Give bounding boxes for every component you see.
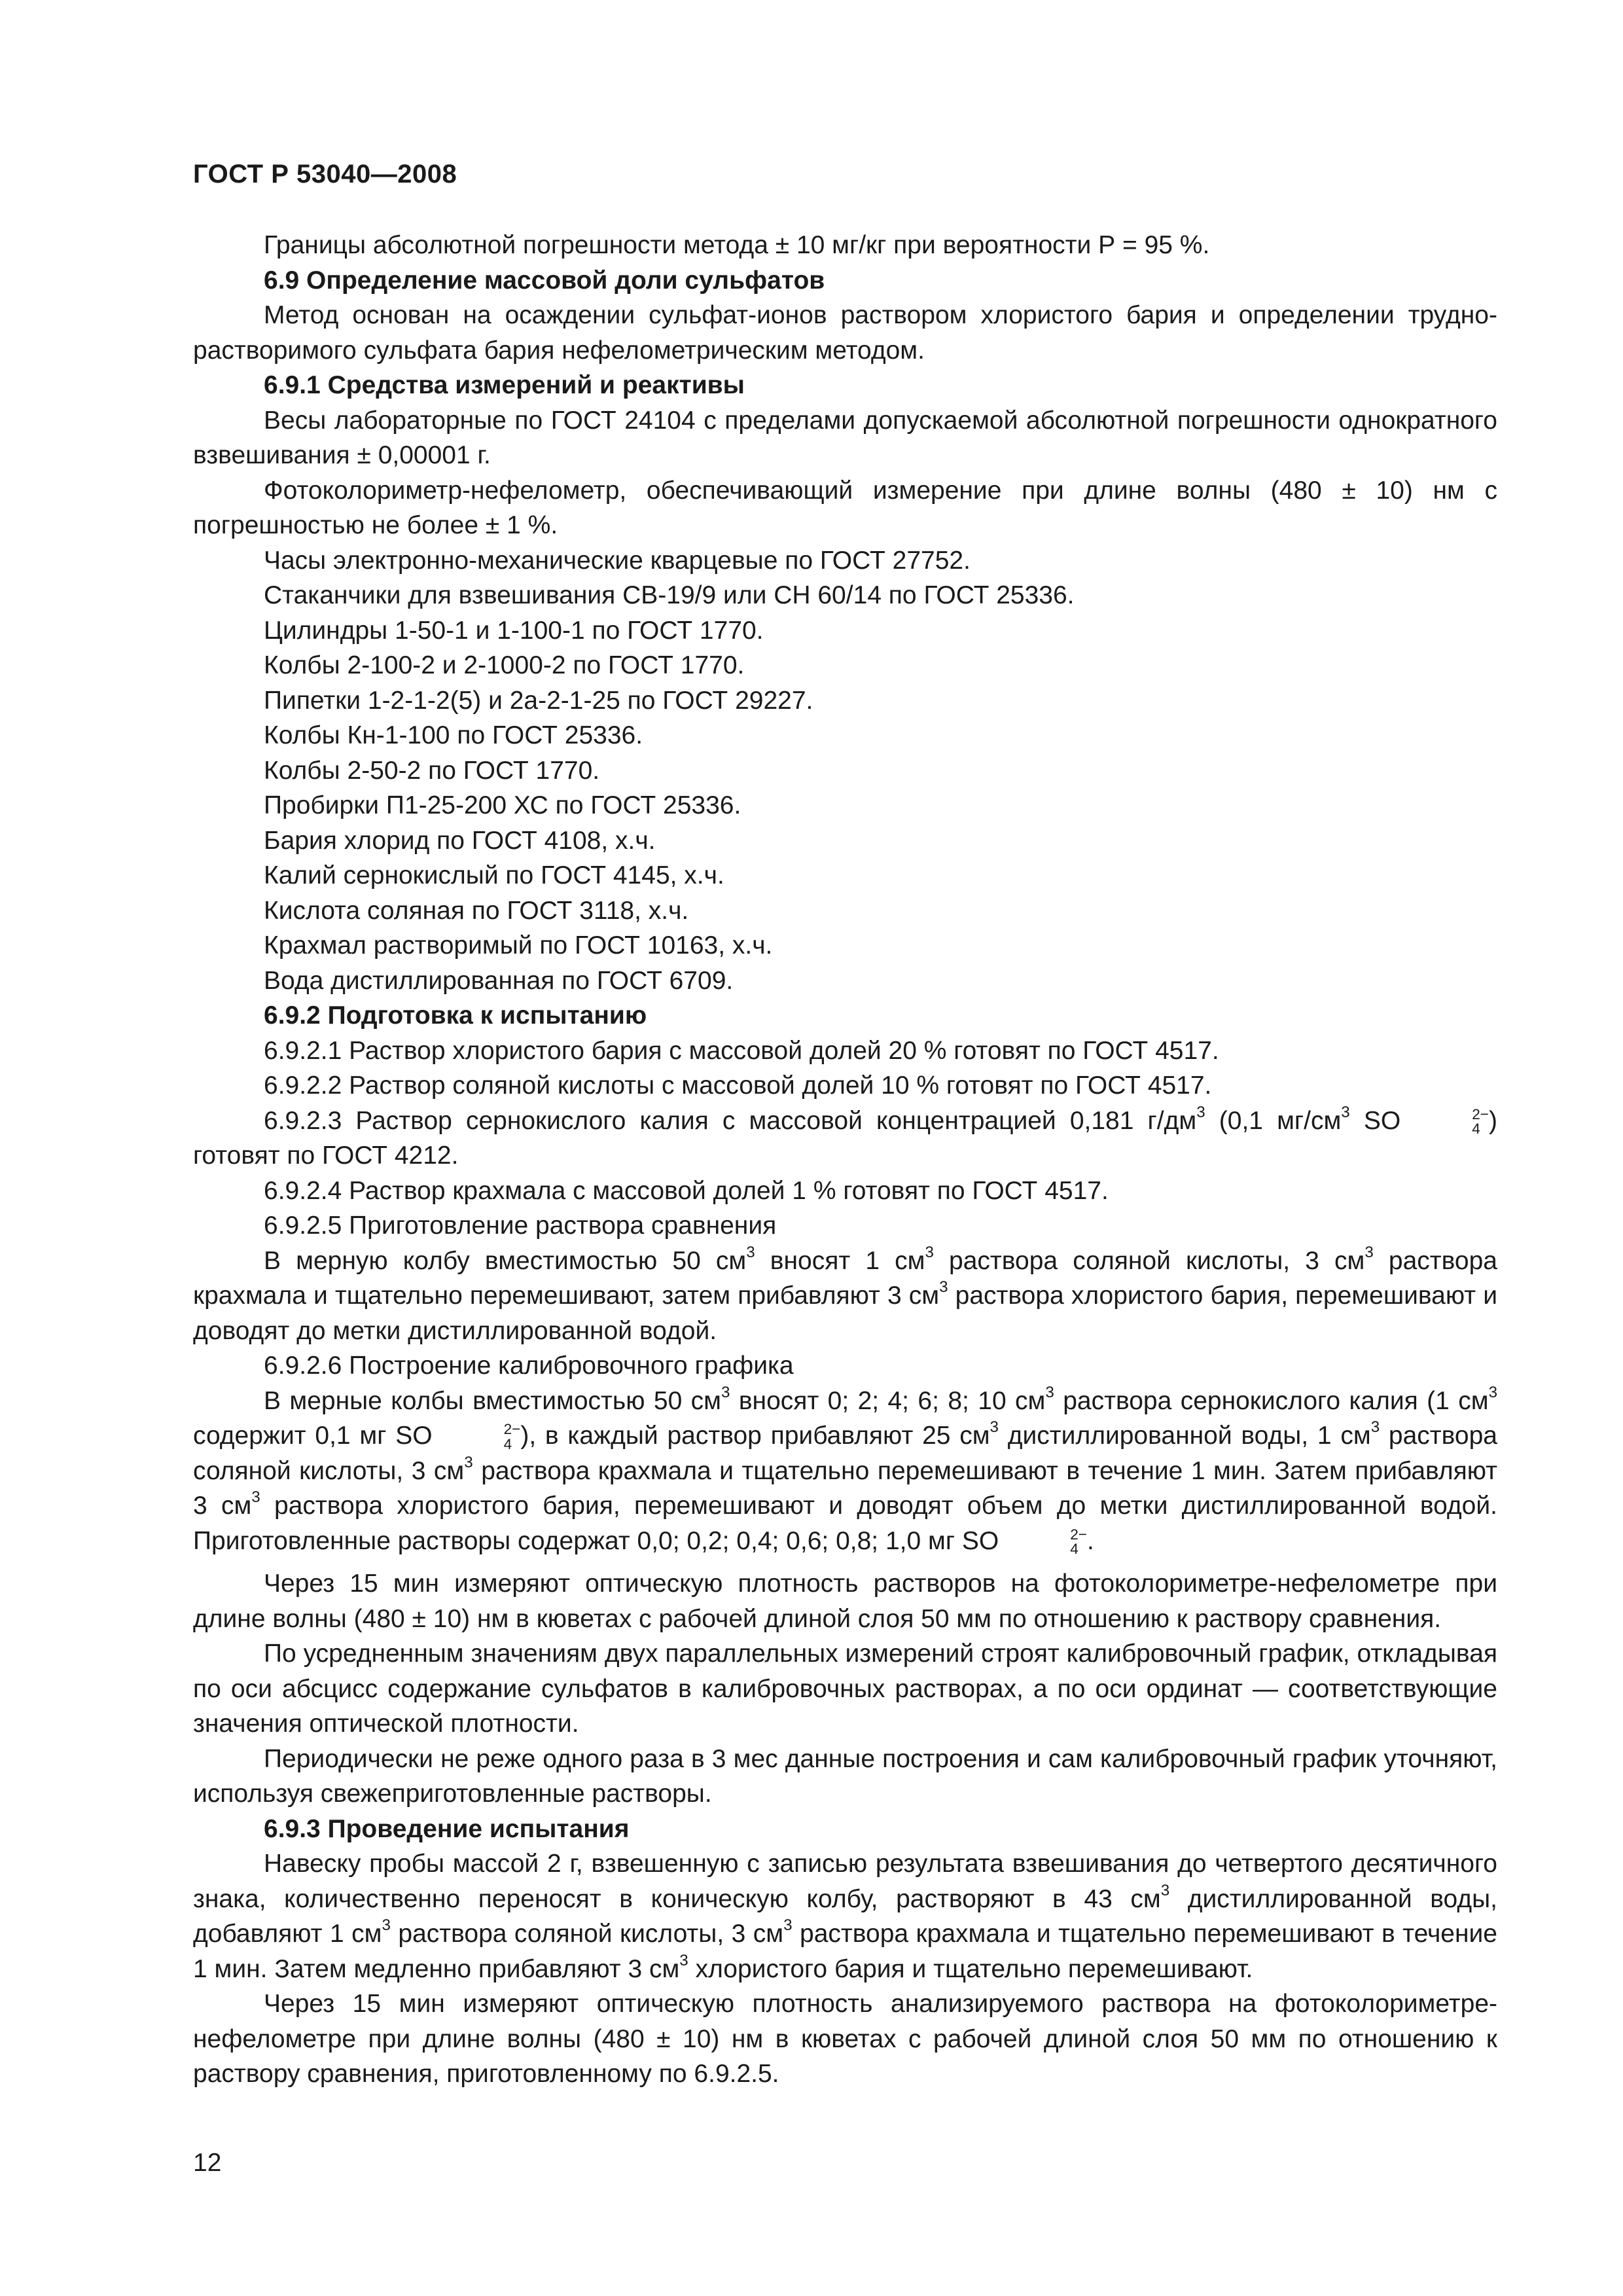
text-run: вносят 0; 2; 4; 6; 8; 10 см (730, 1386, 1046, 1415)
superscript: 3 (925, 1243, 934, 1261)
list-item: Крахмал растворимый по ГОСТ 10163, х.ч. (264, 931, 773, 960)
superscript: 3 (464, 1453, 473, 1471)
list-item: Колбы 2-50-2 по ГОСТ 1770. (264, 756, 600, 785)
paragraph-scales: Весы лабораторные по ГОСТ 24104 с пределами допускаемой абсолютной погрешности однократного взвешивания ± 0,00001 г. (193, 406, 1497, 469)
ion-charge-index (433, 1422, 521, 1452)
document-body (193, 228, 1497, 2092)
ion-base: SO (1349, 1106, 1401, 1135)
superscript: 3 (1488, 1383, 1498, 1401)
superscript: 3 (746, 1243, 755, 1261)
paragraph-calibration-solutions (193, 1384, 1497, 1559)
paragraph-photocolorimeter: Фотоколориметр-нефелометр, обеспечивающий измерение при длине волны (480 ± 10) нм с погрешностью не более ± 1 %. (193, 476, 1497, 539)
ion-index: 4 (503, 1435, 512, 1452)
list-item: Пипетки 1-2-1-2(5) и 2а-2-1-25 по ГОСТ 29227. (264, 686, 813, 715)
text-run: раствора крахмала и тщательно перемешивают в течение 1 мин. Затем медленно прибавляют 3 см (193, 1920, 1497, 1983)
text-run: . (1087, 1526, 1094, 1555)
text-run: содержит 0,1 мг (193, 1422, 387, 1450)
ion-charge: 2− (503, 1421, 521, 1438)
superscript: 3 (990, 1418, 999, 1436)
text-run: раствора хлористого бария, перемешивают и доводят объем до метки дистиллированной водой. Приготовленные растворы содержат 0,0; 0,2; 0,4; 0,6; 0,8; 1,0 мг (193, 1492, 1497, 1555)
text-run: ) готовят по ГОСТ 4212. (193, 1106, 1498, 1170)
paragraph-6-9-2-6: 6.9.2.6 Построение калибровочного графика (264, 1352, 794, 1380)
paragraph-method: Метод основан на осаждении сульфат-ионов раствором хлористого бария и определении трудно-растворимого сульфата бария нефелометрическим методом. (193, 301, 1497, 365)
list-item: Стаканчики для взвешивания СВ-19/9 или СН 60/14 по ГОСТ 25336. (264, 581, 1075, 609)
text-run: В мерную колбу вместимостью 50 см (264, 1246, 747, 1275)
text-run: вносят 1 см (755, 1246, 925, 1275)
paragraph-calibration-graph: По усредненным значениям двух параллельных измерений строят калибровочный график, откладывая по оси абсцисс содержание сульфатов в калибровочных растворах, а по оси ординат — соответствующие значения оптической плотности. (193, 1640, 1497, 1738)
paragraph-optical-density: Через 15 мин измеряют оптическую плотность растворов на фотоколориметре-нефелометре при длине волны (480 ± 10) нм в кюветах с рабочей длиной слоя 50 мм по отношению к раствору сравнения. (193, 1570, 1497, 1633)
ion-charge-index (1401, 1107, 1489, 1137)
text-run: Навеску пробы массой 2 г, взвешенную с записью результата взвешивания до четвертого десятичного знака, количественно переносят в коническую колбу, растворяют в 43 см (193, 1850, 1497, 1913)
superscript: 3 (1341, 1103, 1350, 1121)
text-run: раствора хлористого бария, перемешивают и доводят до метки дистиллированной водой. (193, 1282, 1497, 1345)
sulfate-ion (1349, 1105, 1489, 1138)
superscript: 3 (251, 1488, 260, 1506)
text-run: дистиллированной воды, 1 см (998, 1422, 1371, 1450)
list-item: Колбы Кн-1-100 по ГОСТ 25336. (264, 721, 643, 749)
paragraph-periodic-check: Периодически не реже одного раза в 3 мес данные построения и сам калибровочный график уточняют, используя свежеприготовленные растворы. (193, 1744, 1497, 1808)
superscript: 3 (1160, 1881, 1170, 1899)
ion-base: SO (955, 1526, 999, 1555)
ion-charge: 2− (1472, 1105, 1489, 1122)
section-heading-6-9-2: 6.9.2 Подготовка к испытанию (264, 1001, 647, 1030)
text-run: раствора крахмала и тщательно перемешивают, затем прибавляют 3 см (193, 1246, 1497, 1310)
paragraph-6-9-2-4: 6.9.2.4 Раствор крахмала с массовой долей 1 % готовят по ГОСТ 4517. (264, 1176, 1109, 1205)
paragraph-sample-measurement: Через 15 мин измеряют оптическую плотность анализируемого раствора на фотоколориметре-нефелометре при длине волны (480 ± 10) нм в кюветах с рабочей длиной слоя 50 мм по отношению к раствору сравнения, приготовленному по 6.9.2.5. (193, 1990, 1497, 2088)
superscript: 3 (1196, 1103, 1205, 1121)
section-heading-6-9-3: 6.9.3 Проведение испытания (264, 1814, 630, 1843)
superscript: 3 (679, 1951, 688, 1969)
paragraph-6-9-2-5: 6.9.2.5 Приготовление раствора сравнения (264, 1211, 777, 1240)
text-run: дистиллированной воды, добавляют 1 см (193, 1884, 1498, 1948)
list-item: Бария хлорид по ГОСТ 4108, х.ч. (264, 826, 656, 855)
ion-index: 4 (1070, 1541, 1079, 1558)
text-run: 6.9.2.3 Раствор сернокислого калия с массовой концентрацией 0,181 г/дм (264, 1106, 1197, 1135)
paragraph-6-9-2-3 (193, 1103, 1497, 1174)
text-run: раствора соляной кислоты, 3 см (193, 1422, 1497, 1485)
list-item: Вода дистиллированная по ГОСТ 6709. (264, 966, 734, 995)
superscript: 3 (939, 1278, 948, 1296)
superscript: 3 (1364, 1243, 1374, 1261)
ion-charge-index (999, 1528, 1087, 1557)
text-run: раствора соляной кислоты, 3 см (933, 1246, 1365, 1275)
superscript: 3 (1370, 1418, 1380, 1436)
superscript: 3 (783, 1916, 793, 1934)
list-item: Цилиндры 1-50-1 и 1-100-1 по ГОСТ 1770. (264, 616, 764, 645)
paragraph-sample-prep (193, 1846, 1497, 1986)
list-item: Калий сернокислый по ГОСТ 4145, х.ч. (264, 861, 724, 889)
superscript: 3 (721, 1383, 730, 1401)
section-heading-6-9: 6.9 Определение массовой доли сульфатов (264, 266, 825, 295)
ion-charge: 2− (1070, 1526, 1088, 1543)
ion-base: SO (386, 1422, 433, 1450)
text-run: раствора крахмала и тщательно перемешивают в течение 1 мин. Затем прибавляют 3 см (193, 1456, 1497, 1520)
paragraph-error-bounds: Границы абсолютной погрешности метода ± 10 мг/кг при вероятности Р = 95 %. (264, 231, 1210, 259)
section-heading-6-9-1: 6.9.1 Средства измерений и реактивы (264, 371, 745, 399)
text-run: раствора сернокислого калия (1 см (1054, 1386, 1489, 1415)
text-run: ), в каждый раствор прибавляют 25 см (520, 1422, 990, 1450)
ion-index: 4 (1472, 1121, 1480, 1138)
text-run: раствора соляной кислоты, 3 см (390, 1920, 784, 1948)
list-item: Пробирки П1-25-200 ХС по ГОСТ 25336. (264, 791, 741, 819)
list-item: Колбы 2-100-2 и 2-1000-2 по ГОСТ 1770. (264, 651, 745, 679)
sulfate-ion (955, 1526, 1088, 1558)
superscript: 3 (1045, 1383, 1054, 1401)
paragraph-6-9-2-1: 6.9.2.1 Раствор хлористого бария с массовой долей 20 % готовят по ГОСТ 4517. (264, 1036, 1219, 1065)
list-item: Часы электронно-механические кварцевые по ГОСТ 27752. (264, 546, 971, 575)
standard-header: ГОСТ Р 53040—2008 (193, 160, 457, 188)
text-run: (0,1 мг/см (1205, 1106, 1342, 1135)
list-item: Кислота соляная по ГОСТ 3118, х.ч. (264, 896, 689, 925)
text-run: В мерные колбы вместимостью 50 см (264, 1386, 721, 1415)
superscript: 3 (382, 1916, 391, 1934)
paragraph-6-9-2-2: 6.9.2.2 Раствор соляной кислоты с массовой долей 10 % готовят по ГОСТ 4517. (264, 1071, 1212, 1100)
paragraph-reference-solution (193, 1244, 1497, 1349)
page-number: 12 (193, 2149, 222, 2177)
sulfate-ion (386, 1422, 520, 1450)
text-run: хлористого бария и тщательно перемешивают. (688, 1954, 1253, 1983)
